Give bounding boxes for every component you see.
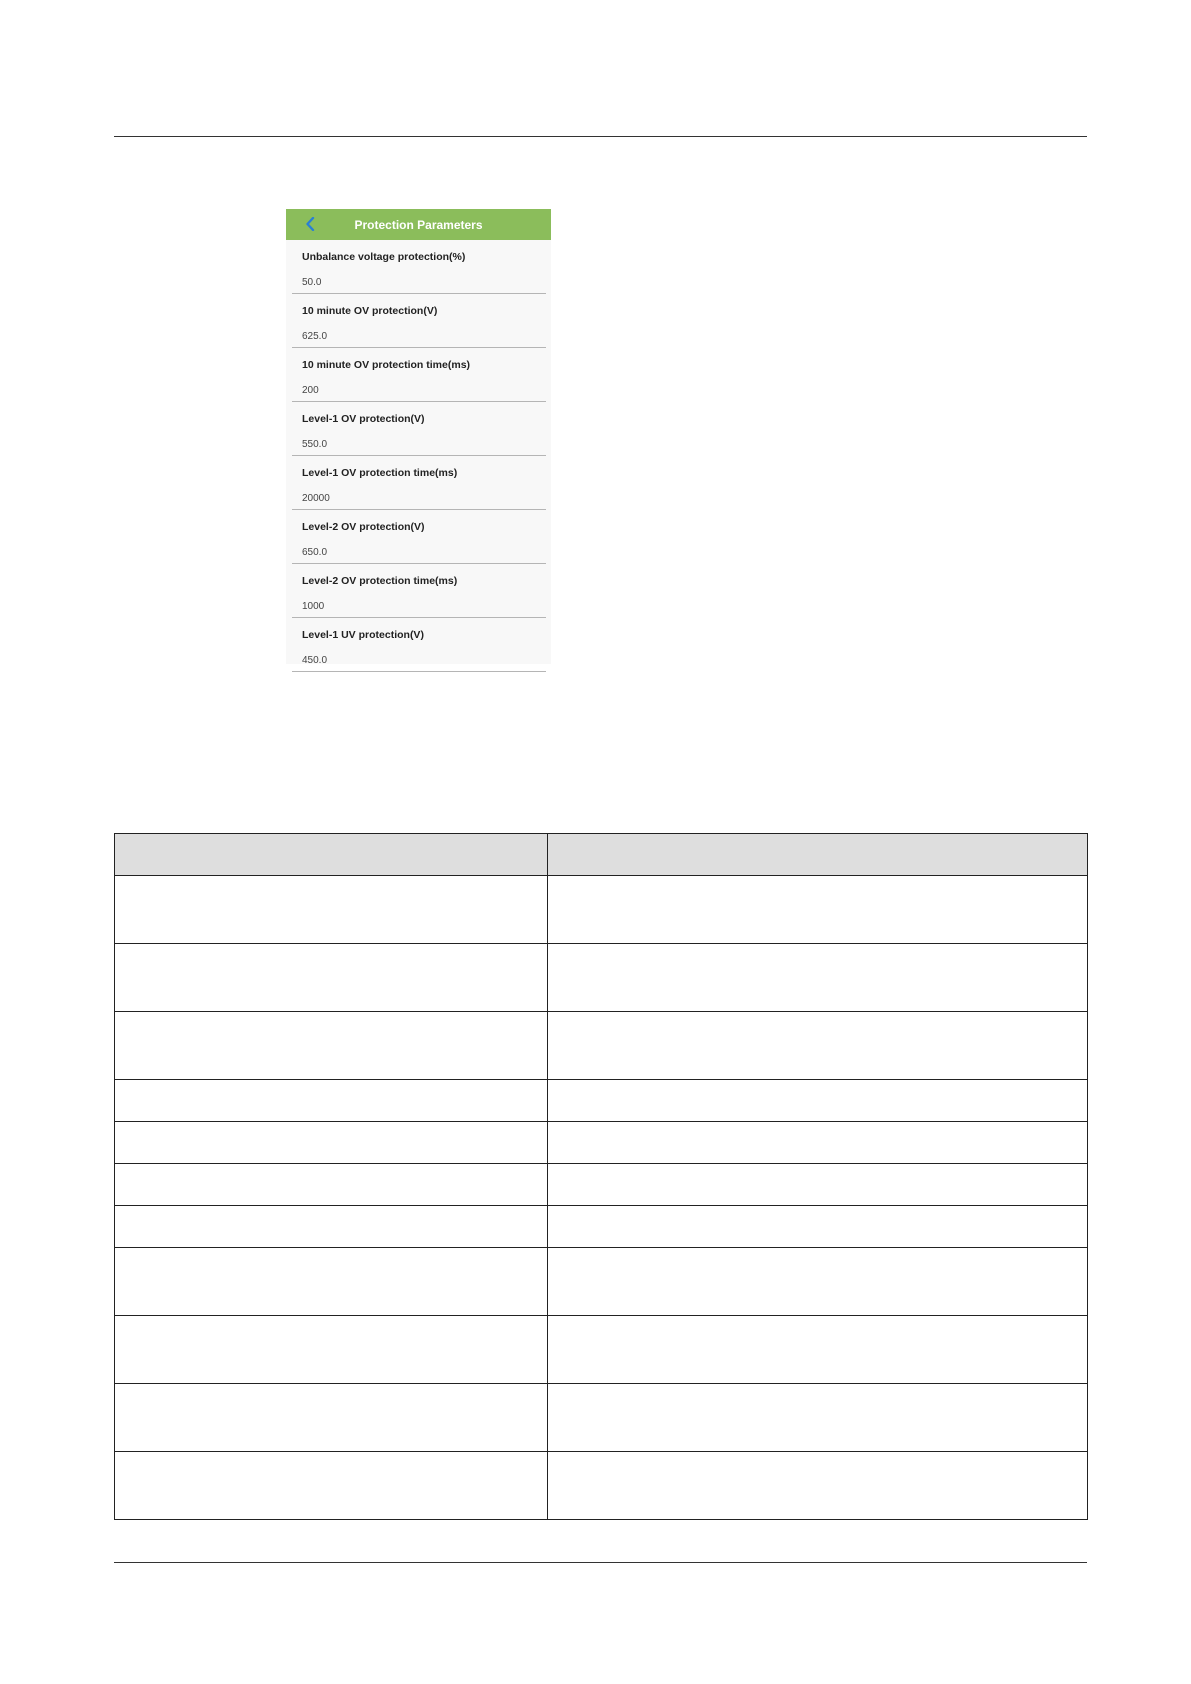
table-row bbox=[115, 1164, 1088, 1206]
parameter-value: 200 bbox=[302, 385, 319, 396]
table-cell bbox=[115, 1452, 548, 1520]
table-cell bbox=[548, 1384, 1088, 1452]
parameter-item-unbalance-voltage[interactable] bbox=[292, 240, 546, 294]
parameter-label: 10 minute OV protection(V) bbox=[302, 305, 438, 317]
parameter-label: Level-2 OV protection(V) bbox=[302, 521, 425, 533]
parameter-value: 625.0 bbox=[302, 331, 328, 342]
table-row bbox=[115, 1384, 1088, 1452]
table-cell bbox=[115, 1080, 548, 1122]
table-row bbox=[115, 1080, 1088, 1122]
table-row bbox=[115, 944, 1088, 1012]
table-cell bbox=[115, 1122, 548, 1164]
table-row bbox=[115, 876, 1088, 944]
parameter-label: 10 minute OV protection time(ms) bbox=[302, 359, 471, 371]
parameter-item-level1-ov[interactable] bbox=[292, 402, 546, 456]
parameter-value: 50.0 bbox=[302, 277, 322, 288]
parameter-label: Unbalance voltage protection(%) bbox=[302, 251, 466, 263]
header-rule bbox=[114, 136, 1087, 137]
parameter-value: 20000 bbox=[302, 493, 330, 504]
table-cell bbox=[115, 1012, 548, 1080]
table-row bbox=[115, 1452, 1088, 1520]
table-header-row bbox=[115, 834, 1088, 876]
parameter-label: Level-1 UV protection(V) bbox=[302, 629, 424, 641]
parameter-description-table bbox=[114, 833, 1088, 1520]
table-cell bbox=[548, 1206, 1088, 1248]
table-row bbox=[115, 1248, 1088, 1316]
parameter-item-10min-ov[interactable] bbox=[292, 294, 546, 348]
parameter-value: 650.0 bbox=[302, 547, 328, 558]
table-cell bbox=[548, 1452, 1088, 1520]
parameter-item-level2-ov-time[interactable] bbox=[292, 564, 546, 618]
table-cell bbox=[548, 1012, 1088, 1080]
parameter-item-level1-ov-time[interactable] bbox=[292, 456, 546, 510]
table-row bbox=[115, 1012, 1088, 1080]
protection-parameters-screen bbox=[286, 209, 551, 664]
table-cell bbox=[115, 944, 548, 1012]
table-cell bbox=[548, 1316, 1088, 1384]
nav-bar bbox=[286, 209, 551, 240]
parameter-item-10min-ov-time[interactable] bbox=[292, 348, 546, 402]
parameter-label: Level-2 OV protection time(ms) bbox=[302, 575, 458, 587]
parameter-label: Level-1 OV protection time(ms) bbox=[302, 467, 458, 479]
table-cell bbox=[548, 1164, 1088, 1206]
table-cell bbox=[115, 1316, 548, 1384]
table-cell bbox=[115, 1206, 548, 1248]
table-cell bbox=[115, 1384, 548, 1452]
table-cell bbox=[548, 1080, 1088, 1122]
footer-rule bbox=[114, 1562, 1087, 1563]
parameter-value: 450.0 bbox=[302, 655, 328, 666]
chevron-left-icon[interactable] bbox=[303, 217, 317, 231]
parameter-value: 1000 bbox=[302, 601, 325, 612]
parameter-item-level2-ov[interactable] bbox=[292, 510, 546, 564]
page-title: Protection Parameters bbox=[354, 217, 483, 232]
table-header-cell bbox=[548, 834, 1088, 876]
table-cell bbox=[115, 1248, 548, 1316]
table-row bbox=[115, 1122, 1088, 1164]
parameter-item-level1-uv[interactable] bbox=[292, 618, 546, 672]
table-row bbox=[115, 1206, 1088, 1248]
table-cell bbox=[548, 1248, 1088, 1316]
table-cell bbox=[548, 1122, 1088, 1164]
table-cell bbox=[548, 944, 1088, 1012]
table-cell bbox=[115, 876, 548, 944]
parameter-label: Level-1 OV protection(V) bbox=[302, 413, 425, 425]
table-cell bbox=[548, 876, 1088, 944]
parameter-list bbox=[286, 240, 551, 672]
table-row bbox=[115, 1316, 1088, 1384]
table-cell bbox=[115, 1164, 548, 1206]
table-header-cell bbox=[115, 834, 548, 876]
parameter-value: 550.0 bbox=[302, 439, 328, 450]
